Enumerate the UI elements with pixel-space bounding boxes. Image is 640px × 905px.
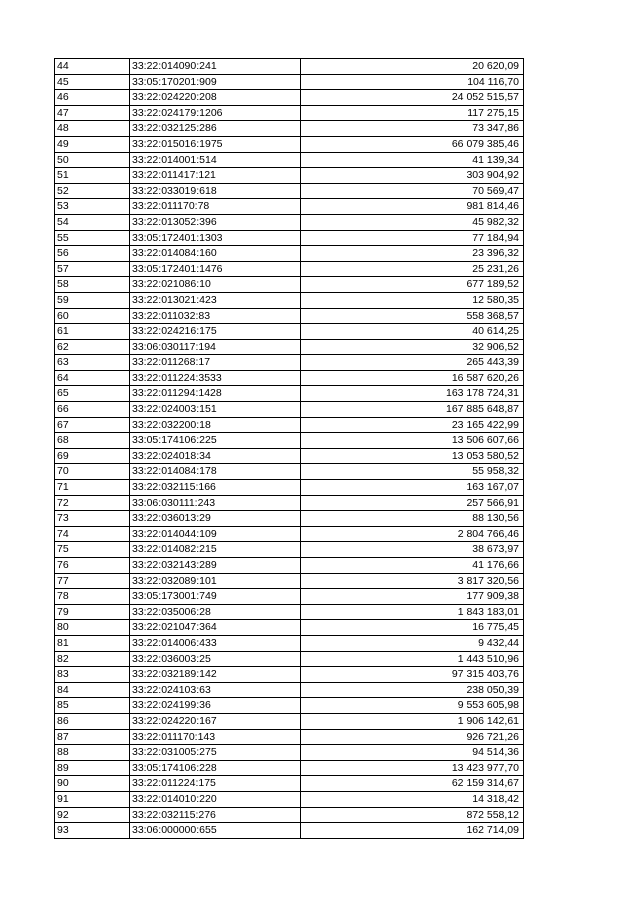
row-number-cell: 89: [55, 760, 130, 776]
value-cell: 70 569,47: [301, 183, 524, 199]
table-row: [55, 417, 524, 433]
row-number-cell: 82: [55, 651, 130, 667]
table-row: [55, 292, 524, 308]
cadastral-number-cell: 33:06:030117:194: [130, 339, 301, 355]
cadastral-number-cell: 33:22:024220:208: [130, 90, 301, 106]
row-number-cell: 48: [55, 121, 130, 137]
table-row: [55, 480, 524, 496]
value-cell: 9 553 605,98: [301, 698, 524, 714]
row-number-cell: 61: [55, 324, 130, 340]
table-row: [55, 698, 524, 714]
table-row: [55, 214, 524, 230]
value-cell: 16 587 620,26: [301, 370, 524, 386]
value-cell: 41 139,34: [301, 152, 524, 168]
table-row: [55, 464, 524, 480]
table-row: [55, 402, 524, 418]
cadastral-number-cell: 33:22:033019:618: [130, 183, 301, 199]
table-row: [55, 199, 524, 215]
table-row: [55, 713, 524, 729]
table-row: [55, 745, 524, 761]
cadastral-number-cell: 33:22:021047:364: [130, 620, 301, 636]
table-row: [55, 604, 524, 620]
data-table: [54, 58, 524, 839]
table-row: [55, 183, 524, 199]
table-row: [55, 776, 524, 792]
row-number-cell: 75: [55, 542, 130, 558]
cadastral-number-cell: 33:05:172401:1476: [130, 261, 301, 277]
row-number-cell: 45: [55, 74, 130, 90]
table-row: [55, 121, 524, 137]
row-number-cell: 93: [55, 823, 130, 839]
value-cell: 926 721,26: [301, 729, 524, 745]
row-number-cell: 70: [55, 464, 130, 480]
row-number-cell: 65: [55, 386, 130, 402]
table-row: [55, 635, 524, 651]
row-number-cell: 72: [55, 495, 130, 511]
cadastral-number-cell: 33:05:174106:225: [130, 433, 301, 449]
row-number-cell: 54: [55, 214, 130, 230]
value-cell: 257 566,91: [301, 495, 524, 511]
table-row: [55, 152, 524, 168]
row-number-cell: 74: [55, 526, 130, 542]
cadastral-number-cell: 33:22:024018:34: [130, 448, 301, 464]
cadastral-number-cell: 33:22:024179:1206: [130, 105, 301, 121]
value-cell: 177 909,38: [301, 589, 524, 605]
value-cell: 238 050,39: [301, 682, 524, 698]
row-number-cell: 92: [55, 807, 130, 823]
value-cell: 13 423 977,70: [301, 760, 524, 776]
value-cell: 23 396,32: [301, 246, 524, 262]
cadastral-number-cell: 33:22:014044:109: [130, 526, 301, 542]
value-cell: 162 714,09: [301, 823, 524, 839]
value-cell: 981 814,46: [301, 199, 524, 215]
cadastral-number-cell: 33:22:035006:28: [130, 604, 301, 620]
value-cell: 94 514,36: [301, 745, 524, 761]
table-row: [55, 277, 524, 293]
table-row: [55, 324, 524, 340]
row-number-cell: 83: [55, 667, 130, 683]
cadastral-number-cell: 33:22:014006:433: [130, 635, 301, 651]
cadastral-number-cell: 33:22:013052:396: [130, 214, 301, 230]
value-cell: 55 958,32: [301, 464, 524, 480]
table-row: [55, 495, 524, 511]
table-row: [55, 729, 524, 745]
cadastral-number-cell: 33:22:032189:142: [130, 667, 301, 683]
row-number-cell: 73: [55, 511, 130, 527]
value-cell: 62 159 314,67: [301, 776, 524, 792]
table-row: [55, 105, 524, 121]
value-cell: 3 817 320,56: [301, 573, 524, 589]
cadastral-number-cell: 33:22:032115:276: [130, 807, 301, 823]
row-number-cell: 59: [55, 292, 130, 308]
value-cell: 12 580,35: [301, 292, 524, 308]
value-cell: 97 315 403,76: [301, 667, 524, 683]
cadastral-number-cell: 33:22:014082:215: [130, 542, 301, 558]
row-number-cell: 86: [55, 713, 130, 729]
table-row: [55, 823, 524, 839]
cadastral-number-cell: 33:05:172401:1303: [130, 230, 301, 246]
value-cell: 88 130,56: [301, 511, 524, 527]
row-number-cell: 49: [55, 136, 130, 152]
row-number-cell: 44: [55, 59, 130, 75]
row-number-cell: 79: [55, 604, 130, 620]
value-cell: 167 885 648,87: [301, 402, 524, 418]
table-row: [55, 90, 524, 106]
value-cell: 13 506 607,66: [301, 433, 524, 449]
table-row: [55, 230, 524, 246]
row-number-cell: 80: [55, 620, 130, 636]
table-row: [55, 168, 524, 184]
cadastral-number-cell: 33:22:011417:121: [130, 168, 301, 184]
value-cell: 163 178 724,31: [301, 386, 524, 402]
row-number-cell: 51: [55, 168, 130, 184]
table-row: [55, 386, 524, 402]
table-row: [55, 59, 524, 75]
value-cell: 13 053 580,52: [301, 448, 524, 464]
cadastral-number-cell: 33:22:014001:514: [130, 152, 301, 168]
row-number-cell: 57: [55, 261, 130, 277]
value-cell: 16 775,45: [301, 620, 524, 636]
row-number-cell: 85: [55, 698, 130, 714]
cadastral-number-cell: 33:22:032115:166: [130, 480, 301, 496]
table-row: [55, 526, 524, 542]
table-row: [55, 246, 524, 262]
cadastral-number-cell: 33:22:024216:175: [130, 324, 301, 340]
table-row: [55, 370, 524, 386]
cadastral-number-cell: 33:22:011224:175: [130, 776, 301, 792]
cadastral-number-cell: 33:05:174106:228: [130, 760, 301, 776]
row-number-cell: 90: [55, 776, 130, 792]
row-number-cell: 66: [55, 402, 130, 418]
table-row: [55, 651, 524, 667]
row-number-cell: 87: [55, 729, 130, 745]
row-number-cell: 68: [55, 433, 130, 449]
row-number-cell: 88: [55, 745, 130, 761]
row-number-cell: 46: [55, 90, 130, 106]
table-row: [55, 573, 524, 589]
table-row: [55, 558, 524, 574]
value-cell: 32 906,52: [301, 339, 524, 355]
cadastral-number-cell: 33:22:011032:83: [130, 308, 301, 324]
row-number-cell: 50: [55, 152, 130, 168]
row-number-cell: 56: [55, 246, 130, 262]
cadastral-number-cell: 33:06:000000:655: [130, 823, 301, 839]
value-cell: 23 165 422,99: [301, 417, 524, 433]
value-cell: 24 052 515,57: [301, 90, 524, 106]
row-number-cell: 52: [55, 183, 130, 199]
table-row: [55, 682, 524, 698]
row-number-cell: 47: [55, 105, 130, 121]
table-row: [55, 74, 524, 90]
table-row: [55, 807, 524, 823]
table-row: [55, 542, 524, 558]
table-row: [55, 136, 524, 152]
row-number-cell: 55: [55, 230, 130, 246]
cadastral-number-cell: 33:22:015016:1975: [130, 136, 301, 152]
cadastral-number-cell: 33:22:014084:160: [130, 246, 301, 262]
row-number-cell: 91: [55, 791, 130, 807]
cadastral-number-cell: 33:22:031005:275: [130, 745, 301, 761]
cadastral-number-cell: 33:22:014010:220: [130, 791, 301, 807]
table-row: [55, 589, 524, 605]
table-row: [55, 511, 524, 527]
table-row: [55, 667, 524, 683]
value-cell: 163 167,07: [301, 480, 524, 496]
cadastral-number-cell: 33:22:014084:178: [130, 464, 301, 480]
row-number-cell: 60: [55, 308, 130, 324]
cadastral-number-cell: 33:22:011294:1428: [130, 386, 301, 402]
value-cell: 40 614,25: [301, 324, 524, 340]
row-number-cell: 76: [55, 558, 130, 574]
row-number-cell: 71: [55, 480, 130, 496]
value-cell: 45 982,32: [301, 214, 524, 230]
cadastral-number-cell: 33:22:014090:241: [130, 59, 301, 75]
row-number-cell: 77: [55, 573, 130, 589]
row-number-cell: 58: [55, 277, 130, 293]
row-number-cell: 62: [55, 339, 130, 355]
cadastral-number-cell: 33:06:030111:243: [130, 495, 301, 511]
value-cell: 20 620,09: [301, 59, 524, 75]
cadastral-number-cell: 33:22:036013:29: [130, 511, 301, 527]
value-cell: 41 176,66: [301, 558, 524, 574]
value-cell: 265 443,39: [301, 355, 524, 371]
cadastral-number-cell: 33:22:024103:63: [130, 682, 301, 698]
table-row: [55, 261, 524, 277]
row-number-cell: 63: [55, 355, 130, 371]
cadastral-number-cell: 33:22:032143:289: [130, 558, 301, 574]
value-cell: 14 318,42: [301, 791, 524, 807]
row-number-cell: 78: [55, 589, 130, 605]
cadastral-number-cell: 33:22:032089:101: [130, 573, 301, 589]
value-cell: 677 189,52: [301, 277, 524, 293]
value-cell: 117 275,15: [301, 105, 524, 121]
cadastral-number-cell: 33:22:021086:10: [130, 277, 301, 293]
value-cell: 1 443 510,96: [301, 651, 524, 667]
value-cell: 9 432,44: [301, 635, 524, 651]
value-cell: 872 558,12: [301, 807, 524, 823]
table-row: [55, 620, 524, 636]
table-row: [55, 791, 524, 807]
cadastral-number-cell: 33:05:170201:909: [130, 74, 301, 90]
table-row: [55, 760, 524, 776]
table-row: [55, 448, 524, 464]
table-row: [55, 339, 524, 355]
value-cell: 2 804 766,46: [301, 526, 524, 542]
row-number-cell: 64: [55, 370, 130, 386]
cadastral-number-cell: 33:22:011170:143: [130, 729, 301, 745]
value-cell: 73 347,86: [301, 121, 524, 137]
table-row: [55, 355, 524, 371]
cadastral-number-cell: 33:22:011224:3533: [130, 370, 301, 386]
value-cell: 1 906 142,61: [301, 713, 524, 729]
value-cell: 558 368,57: [301, 308, 524, 324]
row-number-cell: 81: [55, 635, 130, 651]
cadastral-number-cell: 33:22:024220:167: [130, 713, 301, 729]
cadastral-number-cell: 33:05:173001:749: [130, 589, 301, 605]
table-body: [55, 59, 524, 839]
value-cell: 38 673,97: [301, 542, 524, 558]
cadastral-number-cell: 33:22:011170:78: [130, 199, 301, 215]
row-number-cell: 84: [55, 682, 130, 698]
value-cell: 104 116,70: [301, 74, 524, 90]
cadastral-number-cell: 33:22:024003:151: [130, 402, 301, 418]
value-cell: 1 843 183,01: [301, 604, 524, 620]
value-cell: 77 184,94: [301, 230, 524, 246]
value-cell: 66 079 385,46: [301, 136, 524, 152]
table-row: [55, 308, 524, 324]
cadastral-number-cell: 33:22:024199:36: [130, 698, 301, 714]
value-cell: 303 904,92: [301, 168, 524, 184]
cadastral-number-cell: 33:22:011268:17: [130, 355, 301, 371]
cadastral-number-cell: 33:22:032125:286: [130, 121, 301, 137]
row-number-cell: 53: [55, 199, 130, 215]
row-number-cell: 67: [55, 417, 130, 433]
cadastral-number-cell: 33:22:036003:25: [130, 651, 301, 667]
table-row: [55, 433, 524, 449]
row-number-cell: 69: [55, 448, 130, 464]
cadastral-number-cell: 33:22:013021:423: [130, 292, 301, 308]
cadastral-number-cell: 33:22:032200:18: [130, 417, 301, 433]
value-cell: 25 231,26: [301, 261, 524, 277]
